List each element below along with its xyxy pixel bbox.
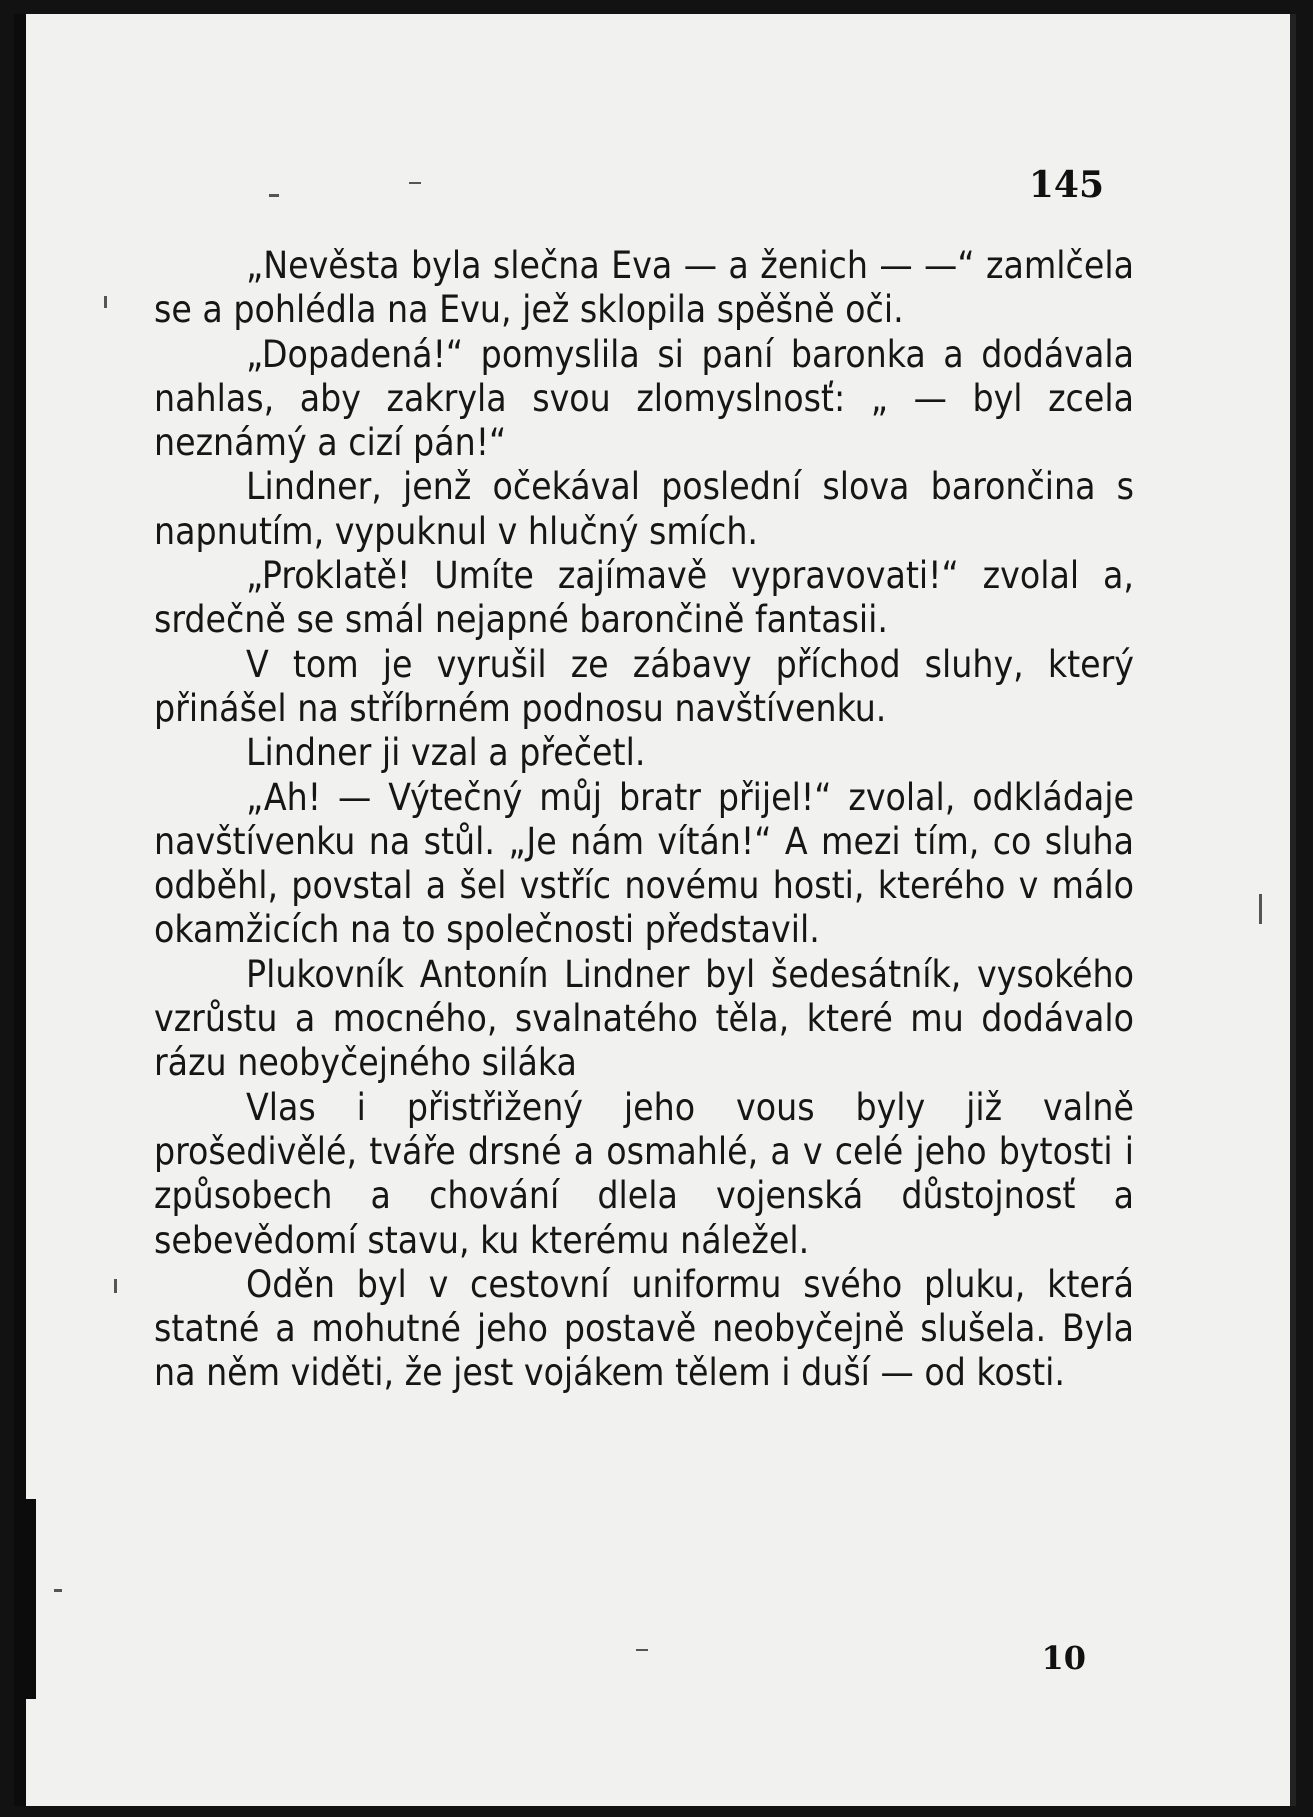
paragraph: „Nevěsta byla slečna Eva — a ženich — —“ zamlčela se a pohlédla na Evu, jež sklopila spěšně oči. [154,244,1134,332]
page-number: 145 [1028,164,1104,206]
body-text [154,244,1134,1396]
paragraph: „Dopadená!“ pomyslila si paní baronka a dodávala nahlas, aby zakryla svou zlomyslnosť: „ — byl zcela neznámý a cizí pán!“ [154,332,1134,465]
binding-shadow [14,1499,36,1699]
print-speck [269,194,279,197]
print-speck [636,1649,648,1651]
paragraph: Lindner, jenž očekával poslední slova barončina s napnutím, vypuknul v hlučný smích. [154,465,1134,553]
print-speck [114,1279,117,1293]
paragraph: Oděn byl v cestovní uniformu svého pluku, která statné a mohutné jeho postavě neobyčejně slušela. Byla na něm viděti, že jest vojákem tělem i duší — od kosti. [154,1262,1134,1395]
paragraph: V tom je vyrušil ze zábavy příchod sluhy, který přinášel na stříbrném podnosu navštívenku. [154,642,1134,730]
print-speck [1259,894,1262,924]
page-edge [1290,14,1296,1806]
paragraph: Vlas i přistřižený jeho vous byly již valně prošedivělé, tváře drsné a osmahlé, a v celé jeho bytosti i způsobech a chování dlela vojenská důstojnosť a sebevědomí stavu, ku kterému náležel. [154,1085,1134,1262]
signature-mark: 10 [1041,1639,1086,1677]
paragraph: Lindner ji vzal a přečetl. [246,731,646,775]
print-speck [54,1589,62,1592]
paragraph: „Ah! — Výtečný můj bratr přijel!“ zvolal, odkládaje navštívenku na stůl. „Je nám vítán!“ A mezi tím, co sluha odběhl, povstal a šel vstříc novému hosti, kterého v málo okamžicích na to společnosti představil. [154,775,1134,952]
print-speck [409,182,421,184]
print-speck [104,296,107,308]
paragraph: Plukovník Antonín Lindner byl šedesátník, vysokého vzrůstu a mocného, svalnatého těla, které mu dodávalo rázu neobyčejného siláka [154,952,1134,1085]
paragraph: „Proklatě! Umíte zajímavě vypravovati!“ zvolal a, srdečně se smál nejapné barončině fantasii. [154,554,1134,642]
book-page [14,14,1296,1806]
